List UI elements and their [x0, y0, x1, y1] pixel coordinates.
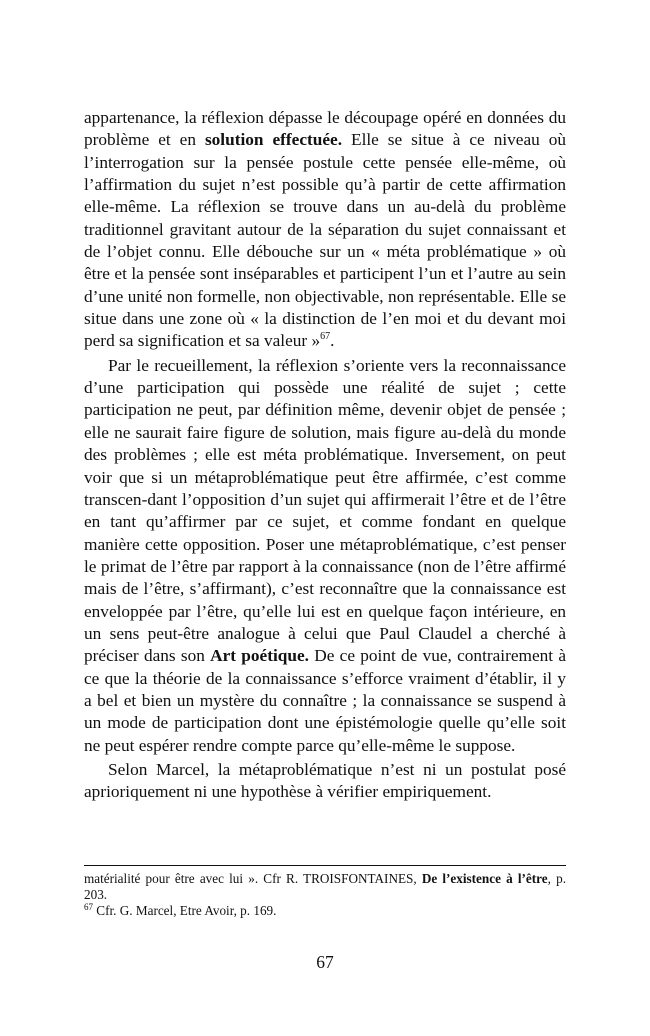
- paragraph-text: Selon Marcel, la métaproblématique n’est ni un postulat posé aprioriquement ni une hypothèse à vérifier empiriquement.: [84, 759, 566, 802]
- footnote-text: matérialité pour être avec lui ». Cfr R. TROISFONTAINES,: [84, 871, 422, 886]
- footnote-67: [84, 903, 566, 919]
- footnote-ref-67[interactable]: 67: [320, 331, 331, 343]
- bold-emphasis: solution effectuée.: [204, 130, 343, 150]
- paragraph-text: .: [330, 331, 335, 351]
- footnotes: [84, 871, 566, 919]
- page-body: [84, 107, 566, 804]
- footnote-text: Cfr. G. Marcel, Etre Avoir, p. 169.: [93, 903, 277, 918]
- paragraph-text: appartenance, la réflexion dépasse le découpage opéré en données du problème et en: [84, 108, 566, 150]
- footnote-number: 67: [84, 902, 93, 912]
- footnote-separator: [84, 865, 566, 866]
- paragraph-2: [84, 355, 566, 757]
- paragraph-1: [84, 107, 566, 353]
- footnote-book-title: De l’existence à l’être: [421, 871, 548, 886]
- paragraph-3: [84, 759, 566, 804]
- page-number: 67: [316, 952, 334, 972]
- footnote-text: , p. 203.: [84, 871, 567, 902]
- paragraph-text: De ce point de vue, contrairement à ce que la théorie de la connaissance s’efforce vraiment d’établir, il y a bel et bien un mystère du connaître ; la connaissance se suspend à un mode de participation dont une épistémologie quelle qu’elle soit ne peut espérer rendre compte parce qu’elle-même le suppose.: [84, 646, 567, 755]
- paragraph-text: Elle se situe à ce niveau où l’interrogation sur la pensée postule cette pensée elle-même, où l’affirmation du sujet n’est possible qu’à partir de cette affirmation elle-même. La réflexion se trouve dans un au-delà du problème traditionnel gravitant autour de la séparation du sujet connaissant et de l’objet connu. Elle débouche sur un « méta problématique » où être et la pensée sont inséparables et participent l’un et l’autre au sein d’une unité non formelle, non objectivable, non représentable. Elle se situe dans une zone où « la distinction de l’en moi et du devant moi perd sa signification et sa valeur »: [84, 130, 567, 351]
- bold-title-art-poetique: Art poétique.: [210, 646, 309, 666]
- footnote-continued: [84, 871, 566, 903]
- paragraph-text: Par le recueillement, la réflexion s’oriente vers la reconnaissance d’une participation qui possède une réalité de sujet ; cette participation ne peut, par définition même, devenir objet de pensée ; elle ne saurait faire figure de solution, mais figure au-delà du monde des problèmes ; elle est méta problématique. Inversement, on peut voir que si un métaproblématique peut être affirmée, c’est comme transcen-dant l’opposition d’un sujet qui affirmerait l’être et de l’être en tant qu’affirmer par ce sujet, et comme fondant en quelque manière cette opposition. Poser une métaproblématique, c’est penser le primat de l’être par rapport à la connaissance (non de l’être affirmé mais de l’être, s’affirmant), c’est reconnaître que la connaissance est enveloppée par l’être, qu’elle lui est en quelque façon intérieure, en un sens peut-être analogue à celui que Paul Claudel a cherché à préciser dans son: [84, 355, 566, 666]
